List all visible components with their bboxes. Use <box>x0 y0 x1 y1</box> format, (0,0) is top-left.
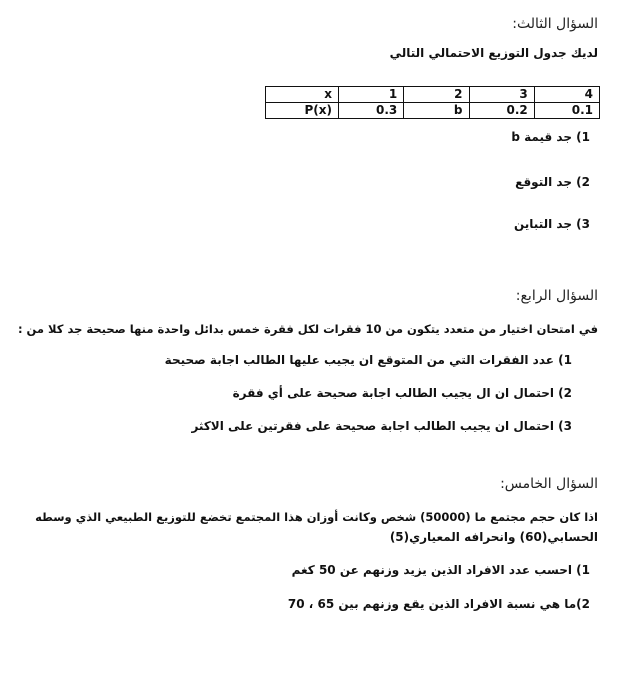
q4-intro: في امتحان اختيار من متعدد يتكون من 10 فقرات لكل فقرة خمس بدائل واحدة منها صحيحة جد كلا من : <box>17 322 598 336</box>
table-cell: b <box>404 103 469 119</box>
table-cell: 1 <box>339 87 404 103</box>
q3-item-3: 3) جد التباين <box>513 217 590 231</box>
q4-heading: السؤال الرابع: <box>515 288 598 304</box>
table-row-px <box>266 103 600 119</box>
table-row-x <box>266 87 600 103</box>
q5-item-1: 1) احسب عدد الافراد الذين يزيد وزنهم عن 50 كغم <box>291 563 590 577</box>
table-cell: P(x) <box>266 103 339 119</box>
q4-item-2: 2) احتمال ان ال يجيب الطالب اجابة صحيحة على أي فقرة <box>232 386 572 400</box>
q3-item-1: 1) جد قيمة b <box>511 130 590 144</box>
probability-distribution-table <box>265 86 600 119</box>
q5-heading: السؤال الخامس: <box>500 476 598 492</box>
table-cell: 4 <box>534 87 599 103</box>
q4-item-1: 1) عدد الفقرات التي من المتوقع ان يجيب عليها الطالب اجابة صحيحة <box>164 353 572 367</box>
table-cell: 0.2 <box>469 103 534 119</box>
q3-item-2: 2) جد التوقع <box>515 175 590 189</box>
q5-intro-line-1: اذا كان حجم مجتمع ما (50000) شخص وكانت أوزان هذا المجتمع تخضع للتوزيع الطبيعي الذي وسطه <box>35 510 598 524</box>
table-cell: 2 <box>404 87 469 103</box>
q5-item-2: 2)ما هي نسبة الافراد الذين يقع وزنهم بين 65 ، 70 <box>287 597 590 611</box>
table-cell: 3 <box>469 87 534 103</box>
q4-item-3: 3) احتمال ان يجيب الطالب اجابة صحيحة على فقرتين على الاكثر <box>191 419 572 433</box>
q5-intro-line-2: الحسابي(60) وانحرافه المعياري(5) <box>389 530 598 544</box>
q3-heading: السؤال الثالث: <box>512 16 598 32</box>
table-cell: 0.1 <box>534 103 599 119</box>
q3-intro: لديك جدول التوزيع الاحتمالي التالي <box>389 46 598 60</box>
table-cell: 0.3 <box>339 103 404 119</box>
table-cell: x <box>266 87 339 103</box>
